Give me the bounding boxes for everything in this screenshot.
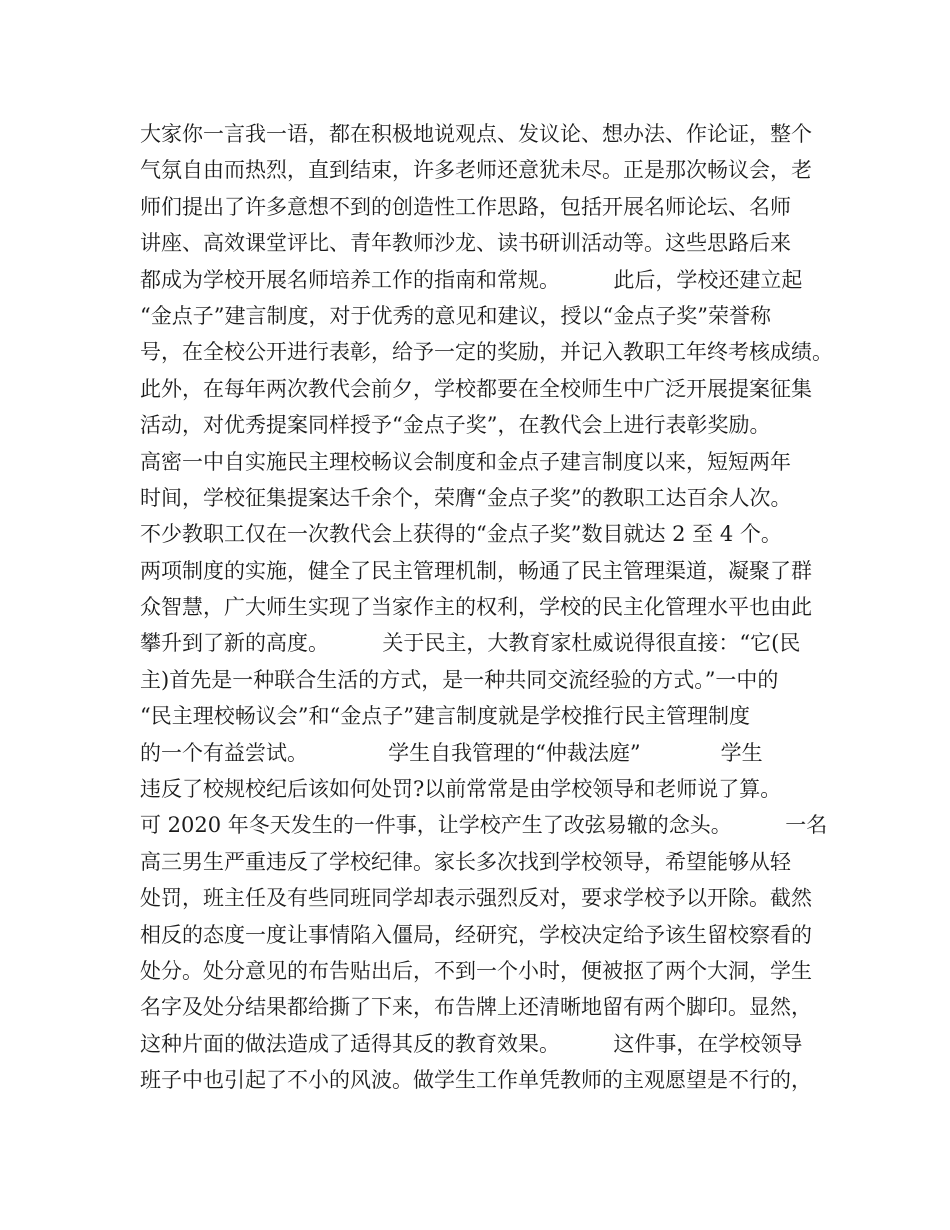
- text-line: 的一个有益尝试。 学生自我管理的“仲裁法庭” 学生: [140, 740, 763, 765]
- text-line: 号，在全校公开进行表彰，给予一定的奖励，并记入教职工年终考核成绩。: [140, 340, 833, 365]
- text-line: 活动，对优秀提案同样授予“金点子奖”，在教代会上进行表彰奖励。: [140, 413, 771, 438]
- text-line: 相反的态度一度让事情陷入僵局，经研究，学校决定给予该生留校察看的: [140, 922, 812, 947]
- text-line: 高密一中自实施民主理校畅议会制度和金点子建言制度以来，短短两年: [140, 449, 791, 474]
- text-line: 高三男生严重违反了学校纪律。家长多次找到学校领导，希望能够从轻: [140, 849, 791, 874]
- text-line: 处分。处分意见的布告贴出后，不到一个小时，便被抠了两个大洞，学生: [140, 958, 812, 983]
- text-line: 这种片面的做法造成了适得其反的教育效果。 这件事，在学校领导: [140, 1031, 803, 1056]
- text-line: 攀升到了新的高度。 关于民主，大教育家杜威说得很直接：“它(民: [140, 631, 801, 656]
- text-line: 两项制度的实施，健全了民主管理机制，畅通了民主管理渠道，凝聚了群: [140, 558, 812, 583]
- text-line: 时间，学校征集提案达千余个，荣膺“金点子奖”的教职工达百余人次。: [140, 485, 792, 510]
- text-line: 处罚，班主任及有些同班同学却表示强烈反对，要求学校予以开除。截然: [140, 886, 812, 911]
- text-line: 都成为学校开展名师培养工作的指南和常规。 此后，学校还建立起: [140, 267, 803, 292]
- text-line: 可 2020 年冬天发生的一件事，让学校产生了改弦易辙的念头。 一名: [140, 813, 828, 838]
- text-line: 众智慧，广大师生实现了当家作主的权利，学校的民主化管理水平也由此: [140, 595, 812, 620]
- text-line: 班子中也引起了不小的风波。做学生工作单凭教师的主观愿望是不行的，: [140, 1068, 812, 1093]
- text-line: 主)首先是一种联合生活的方式，是一种共同交流经验的方式。”一中的: [140, 667, 779, 692]
- text-line: 师们提出了许多意想不到的创造性工作思路，包括开展名师论坛、名师: [140, 194, 791, 219]
- body-text: [140, 116, 833, 1099]
- text-line: 不少教职工仅在一次教代会上获得的“金点子奖”数目就达 2 至 4 个。: [140, 522, 782, 547]
- text-line: 名字及处分结果都给撕了下来，布告牌上还清晰地留有两个脚印。显然，: [140, 995, 812, 1020]
- text-line: 气氛自由而热烈，直到结束，许多老师还意犹未尽。正是那次畅议会，老: [140, 158, 812, 183]
- text-line: “民主理校畅议会”和“金点子”建言制度就是学校推行民主管理制度: [140, 704, 750, 729]
- text-line: “金点子”建言制度，对于优秀的意见和建议，授以“金点子奖”荣誉称: [140, 303, 771, 328]
- text-line: 讲座、高效课堂评比、青年教师沙龙、读书研训活动等。这些思路后来: [140, 231, 791, 256]
- text-line: 大家你一言我一语，都在积极地说观点、发议论、想办法、作论证，整个: [140, 122, 812, 146]
- text-line: 此外，在每年两次教代会前夕，学校都要在全校师生中广泛开展提案征集: [140, 376, 812, 401]
- text-line: 违反了校规校纪后该如何处罚?以前常常是由学校领导和老师说了算。: [140, 777, 782, 802]
